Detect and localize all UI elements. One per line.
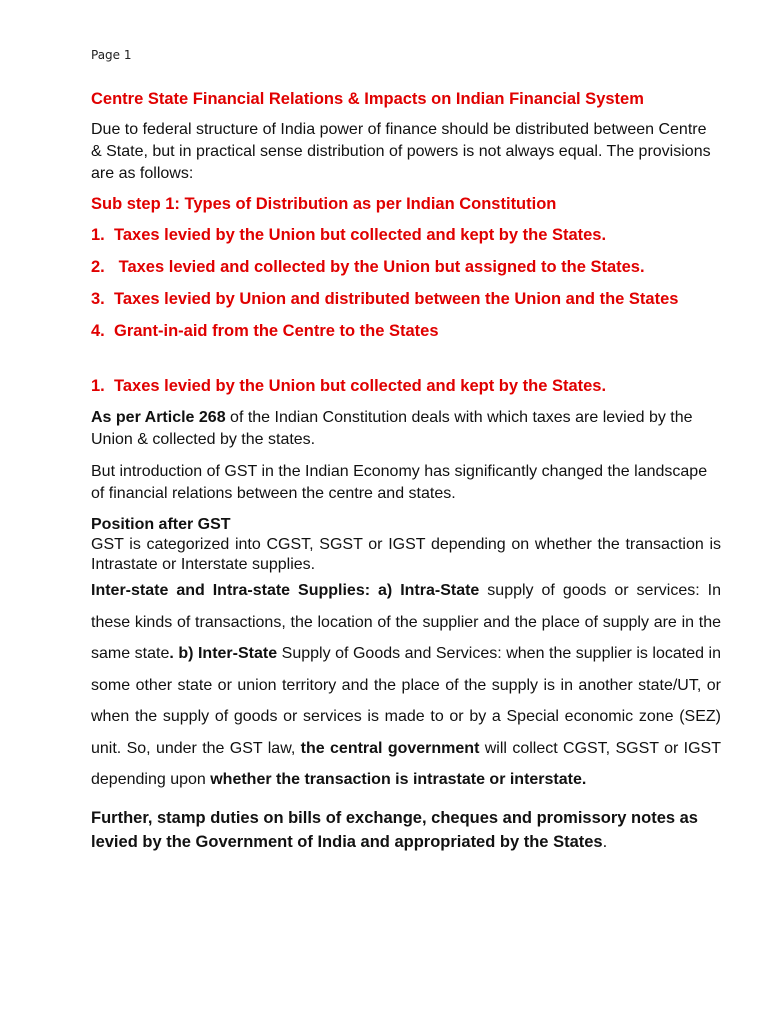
- distribution-types-list: [91, 224, 721, 342]
- list-item: 1. Taxes levied by the Union but collected and kept by the States.: [91, 226, 607, 244]
- intro-paragraph: Due to federal structure of India power of finance should be distributed between Centre & State, but in practical sense distribution of powers is not always equal. The provisions are as follows:: [91, 121, 711, 182]
- document-title: Centre State Financial Relations & Impacts on Indian Financial System: [91, 90, 644, 108]
- position-heading: Position after GST: [91, 516, 231, 533]
- document-body: [91, 90, 721, 854]
- page-number: Page 1: [91, 48, 132, 62]
- substep-heading: Sub step 1: Types of Distribution as per Indian Constitution: [91, 195, 557, 213]
- further-paragraph: Further, stamp duties on bills of exchange, cheques and promissory notes as levied by the Government of India and appropriated by the States.: [91, 808, 698, 851]
- gst-intro-paragraph: But introduction of GST in the Indian Economy has significantly changed the landscape of financial relations between the centre and states.: [91, 463, 708, 502]
- article-paragraph: As per Article 268 of the Indian Constitution deals with which taxes are levied by the Union & collected by the states.: [91, 409, 693, 448]
- list-item: 4. Grant-in-aid from the Centre to the States: [91, 322, 439, 340]
- list-item: 2. Taxes levied and collected by the Union but assigned to the States.: [91, 258, 645, 276]
- list-item: 3. Taxes levied by Union and distributed between the Union and the States: [91, 290, 679, 308]
- supplies-paragraph: Inter-state and Intra-state Supplies: a) Intra-State supply of goods or services: In these kinds of transactions, the location of the supplier and the place of supply are in the same state. b) Inter-State Supply of Goods and Services: when the supplier is located in some other state or union territory and the place of the supply is in another state/UT, or when the supply of goods or services is made to or by a Special economic zone (SEZ) unit. So, under the GST law, the central government will collect CGST, SGST or IGST depending upon whether the transaction is intrastate or interstate.: [91, 582, 722, 788]
- section-heading: 1. Taxes levied by the Union but collected and kept by the States.: [91, 377, 607, 395]
- position-paragraph: GST is categorized into CGST, SGST or IGST depending on whether the transaction is Intrastate or Interstate supplies.: [91, 536, 721, 573]
